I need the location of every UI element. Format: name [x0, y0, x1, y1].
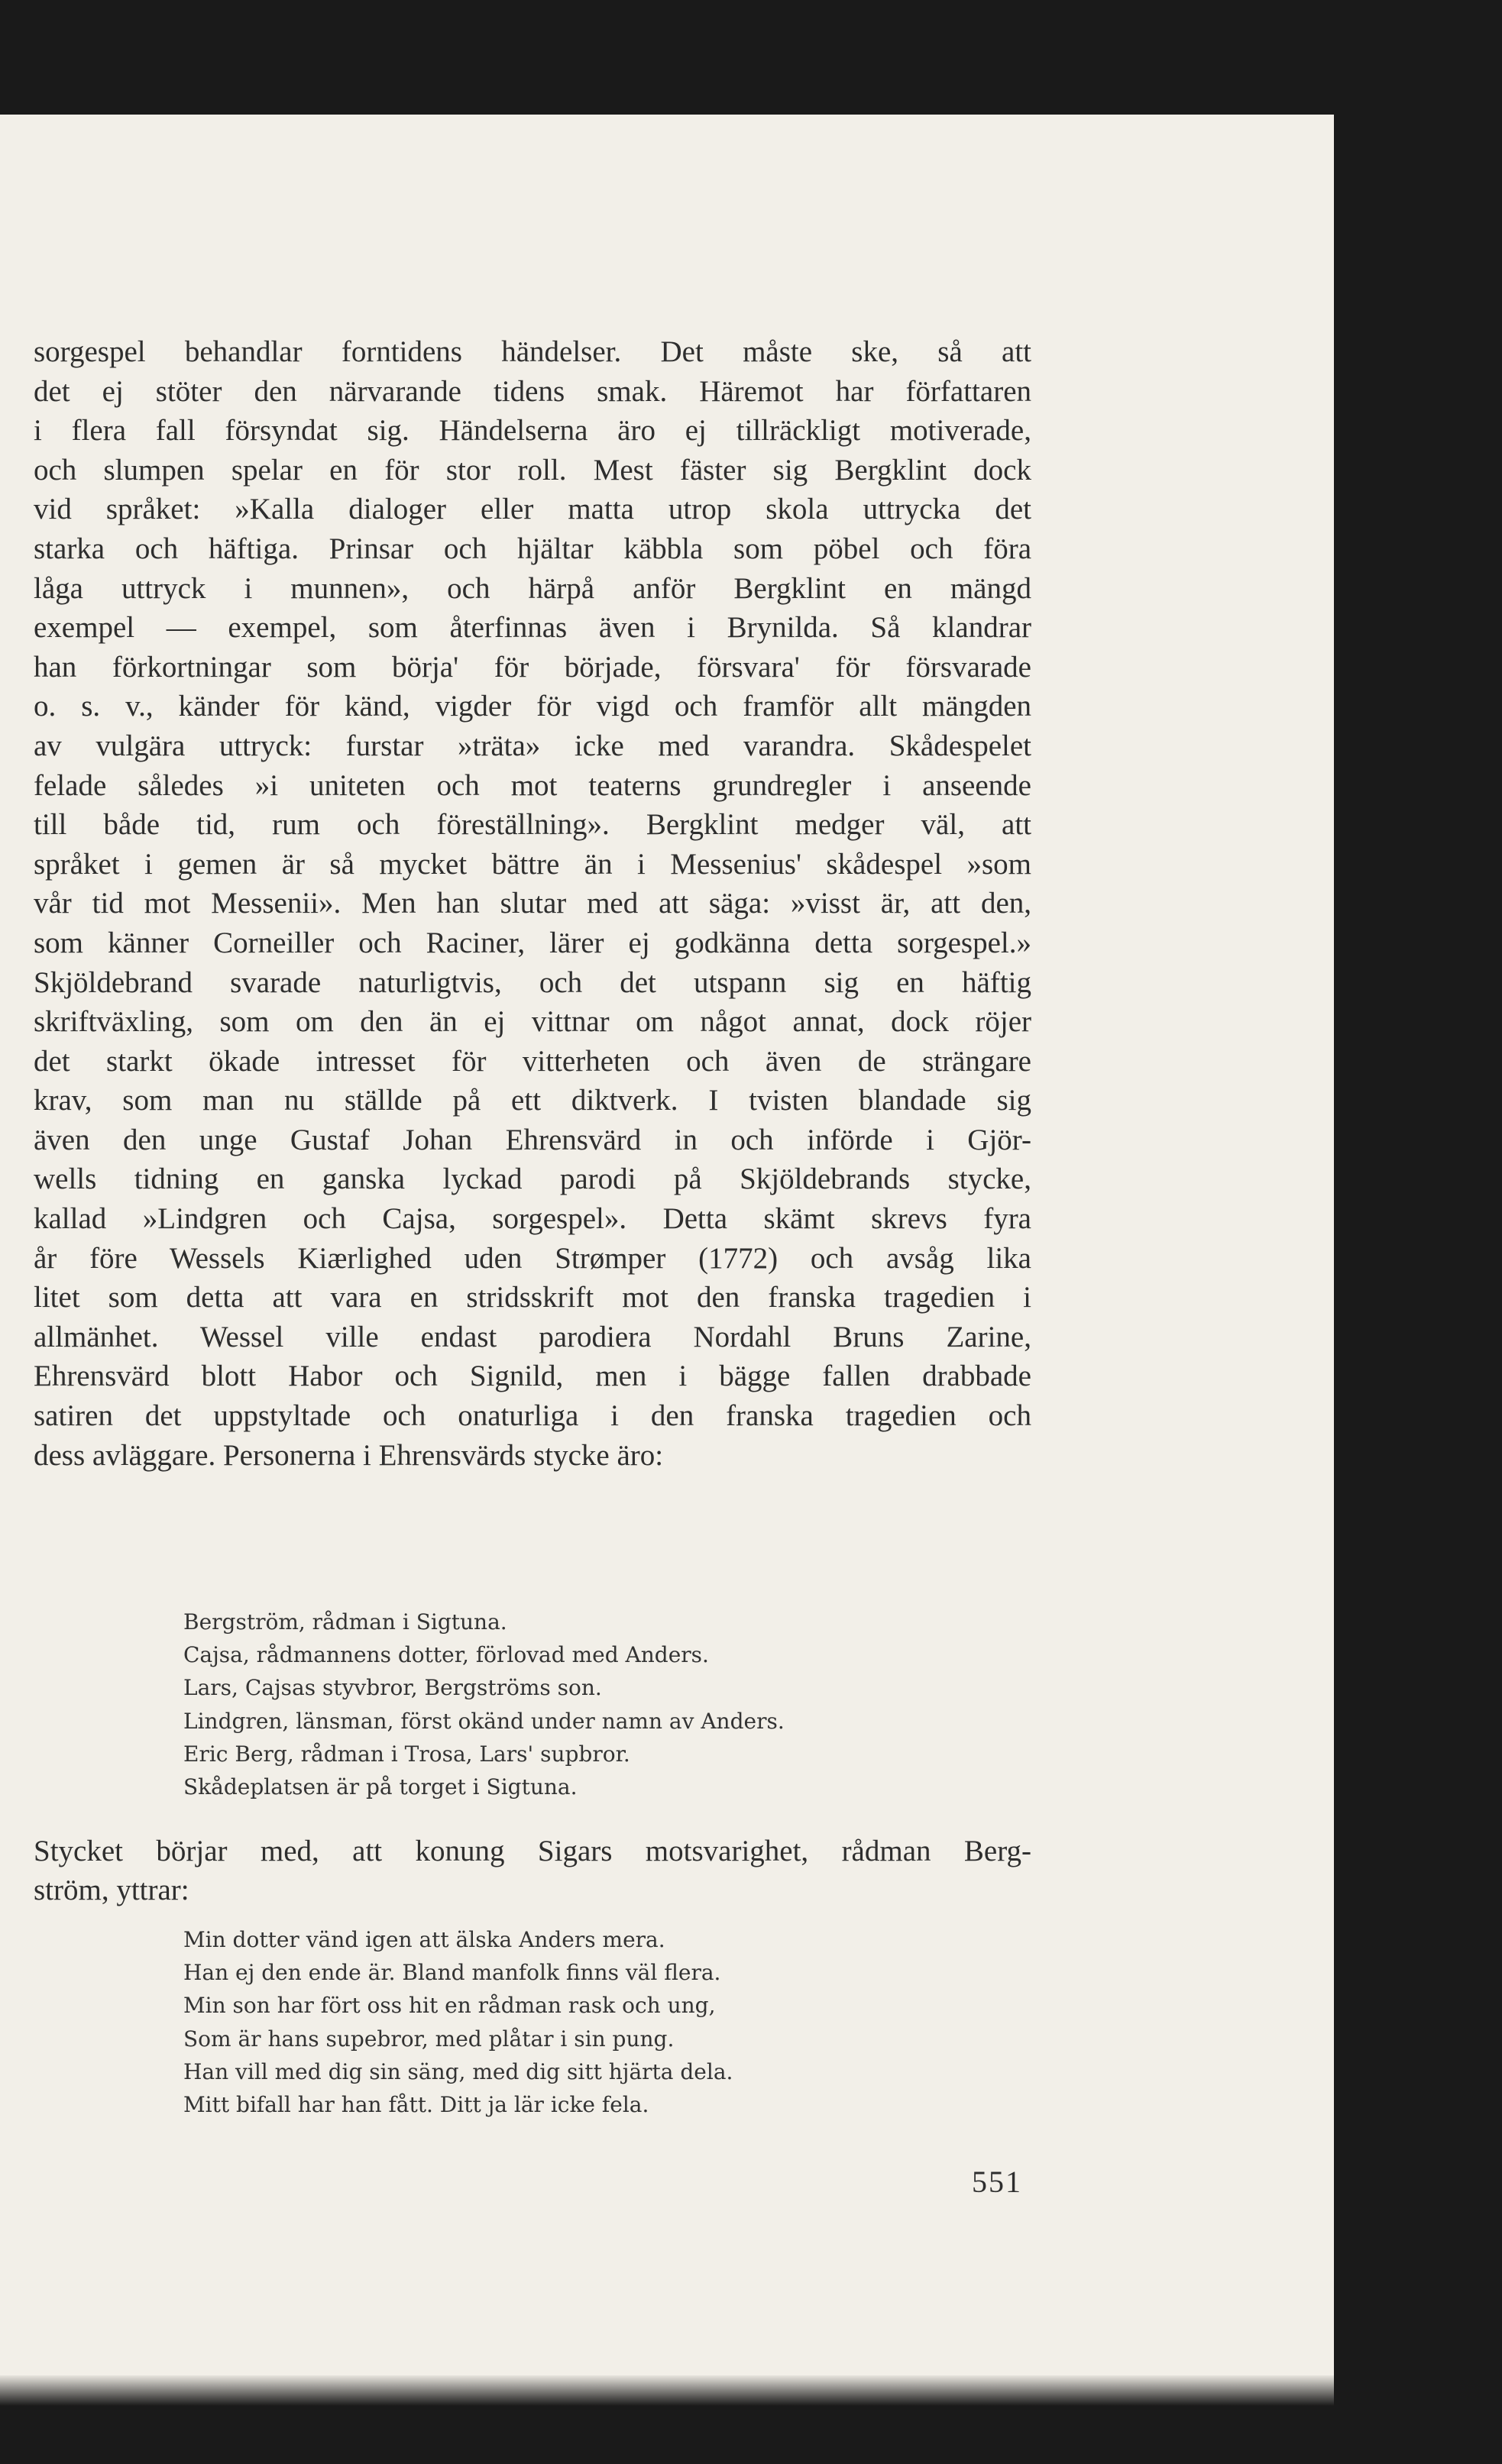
- text-line: wells tidning en ganska lyckad parodi på Skjöldebrands stycke,: [34, 1162, 1031, 1196]
- list-item: Skådeplatsen är på torget i Sigtuna.: [183, 1774, 578, 1800]
- text-line: Skjöldebrand svarade naturligtvis, och det utspann sig en häftig: [34, 965, 1031, 999]
- text-line: även den unge Gustaf Johan Ehrensvärd in och införde i Gjör-: [34, 1123, 1031, 1156]
- text-line: det ej stöter den närvarande tidens smak. Häremot har författaren: [34, 374, 1031, 408]
- text-line: sorgespel behandlar forntidens händelser. Det måste ske, så att: [34, 335, 1031, 368]
- text-line: han förkortningar som börja' för började, försvara' för försvarade: [34, 650, 1031, 684]
- text-line: allmänhet. Wessel ville endast parodiera Nordahl Bruns Zarine,: [34, 1320, 1031, 1353]
- text-line: krav, som man nu ställde på ett diktverk. I tvisten blandade sig: [34, 1084, 1031, 1117]
- text-line: år före Wessels Kiærlighed uden Strømper (1772) och avsåg lika: [34, 1241, 1031, 1275]
- text-line: kallad »Lindgren och Cajsa, sorgespel». Detta skämt skrevs fyra: [34, 1202, 1031, 1236]
- verse-line: Min dotter vänd igen att älska Anders mera.: [183, 1927, 665, 1952]
- text-line: i flera fall försyndat sig. Händelserna äro ej tillräckligt motiverade,: [34, 414, 1031, 448]
- text-line: Stycket börjar med, att konung Sigars motsvarighet, rådman Berg-: [34, 1835, 1031, 1867]
- verse-line: Han vill med dig sin säng, med dig sitt hjärta dela.: [183, 2058, 733, 2084]
- verse-line: Min son har fört oss hit en rådman rask och ung,: [183, 1993, 716, 2019]
- book-page: [0, 115, 1334, 2375]
- dramatis-personae-list: [183, 1605, 1024, 1803]
- text-line: och slumpen spelar en för stor roll. Mest fäster sig Bergklint dock: [34, 453, 1031, 487]
- verse-line: Han ej den ende är. Bland manfolk finns väl flera.: [183, 1960, 721, 1986]
- list-item: Lars, Cajsas styvbror, Bergströms son.: [183, 1675, 602, 1701]
- list-item: Lindgren, länsman, först okänd under namn av Anders.: [183, 1708, 785, 1734]
- text-line: skriftväxling, som om den än ej vittnar om något annat, dock röjer: [34, 1005, 1031, 1039]
- text-line: låga uttryck i munnen», och härpå anför Bergklint en mängd: [34, 571, 1031, 605]
- text-line: ström, yttrar:: [34, 1874, 189, 1906]
- page-number: 551: [972, 2165, 1022, 2199]
- text-line: till både tid, rum och föreställning». Bergklint medger väl, att: [34, 808, 1031, 842]
- text-line: vid språket: »Kalla dialoger eller matta utrop skola uttrycka det: [34, 493, 1031, 526]
- list-item: Cajsa, rådmannens dotter, förlovad med Anders.: [183, 1642, 709, 1668]
- page-bottom-edge: [0, 2375, 1334, 2406]
- text-line: Ehrensvärd blott Habor och Signild, men i bägge fallen drabbade: [34, 1360, 1031, 1393]
- text-line: exempel — exempel, som återfinnas även i Brynilda. Så klandrar: [34, 611, 1031, 645]
- text-line: felade således »i uniteten och mot teaterns grundregler i anseende: [34, 768, 1031, 802]
- body-paragraph: [34, 332, 1031, 1475]
- second-paragraph: [34, 1832, 1031, 1909]
- verse-line: Som är hans supebror, med plåtar i sin pung.: [183, 2026, 675, 2052]
- verse-quote: [183, 1923, 1024, 2121]
- text-line: satiren det uppstyltade och onaturliga i den franska tragedien och: [34, 1399, 1031, 1433]
- text-line: starka och häftiga. Prinsar och hjältar käbbla som pöbel och föra: [34, 532, 1031, 565]
- list-item: Eric Berg, rådman i Trosa, Lars' supbror.: [183, 1741, 630, 1767]
- text-line: litet som detta att vara en stridsskrift mot den franska tragedien i: [34, 1281, 1031, 1314]
- text-line: av vulgära uttryck: furstar »träta» icke med varandra. Skådespelet: [34, 729, 1031, 762]
- text-line: vår tid mot Messenii». Men han slutar med att säga: »visst är, att den,: [34, 887, 1031, 920]
- verse-line: Mitt bifall har han fått. Ditt ja lär icke fela.: [183, 2092, 649, 2118]
- text-line: dess avläggare. Personerna i Ehrensvärds stycke äro:: [34, 1438, 664, 1472]
- text-line: det starkt ökade intresset för vitterheten och även de strängare: [34, 1044, 1031, 1078]
- text-line: o. s. v., känder för känd, vigder för vigd och framför allt mängden: [34, 690, 1031, 723]
- text-line: som känner Corneiller och Raciner, lärer ej godkänna detta sorgespel.»: [34, 926, 1031, 959]
- text-line: språket i gemen är så mycket bättre än i Messenius' skådespel »som: [34, 847, 1031, 881]
- list-item: Bergström, rådman i Sigtuna.: [183, 1609, 507, 1635]
